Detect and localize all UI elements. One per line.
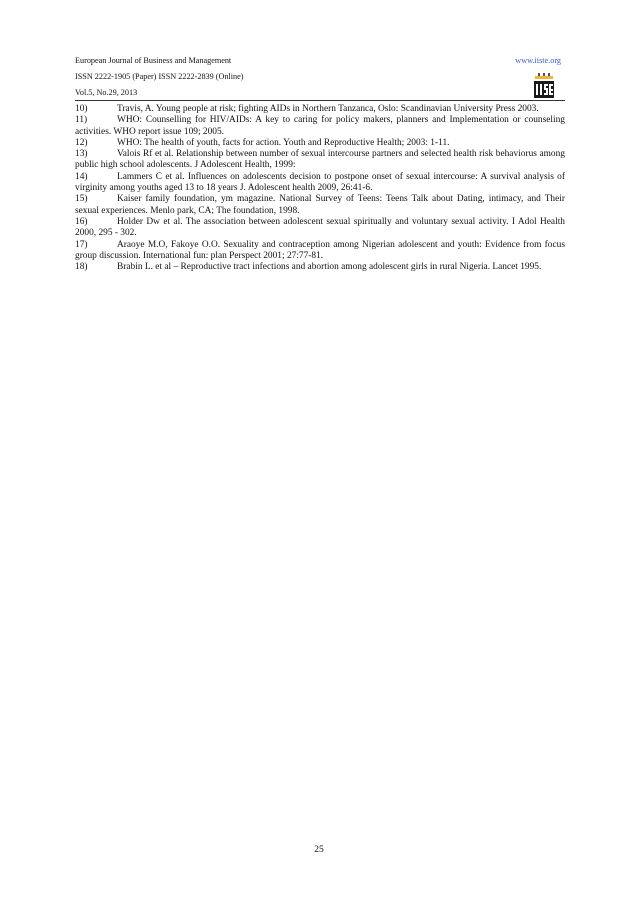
journal-url-link[interactable]: www.iiste.org xyxy=(515,56,561,65)
page-header xyxy=(75,51,565,101)
reference-item xyxy=(75,138,565,149)
reference-item xyxy=(75,217,565,240)
reference-item xyxy=(75,194,565,217)
reference-number: 17) xyxy=(75,239,88,250)
reference-number: 15) xyxy=(75,194,88,205)
reference-text: Araoye M.O, Fakoye O.O. Sexuality and contraception among Nigerian adolescent and youth: Evidence from focus group discussion. International fun: plan Perspect 2001; 27:77-81. xyxy=(75,239,565,261)
journal-volume: Vol.5, No.29, 2013 xyxy=(75,88,138,97)
page-number: 25 xyxy=(314,845,324,855)
header-divider xyxy=(75,100,565,101)
reference-number: 14) xyxy=(75,171,88,182)
reference-number: 11) xyxy=(75,115,88,126)
reference-text: WHO: The health of youth, facts for action. Youth and Reproductive Health; 2003: 1-11. xyxy=(117,137,450,148)
reference-number: 12) xyxy=(75,137,88,148)
reference-number: 10) xyxy=(75,104,88,114)
journal-title: European Journal of Business and Management xyxy=(75,56,232,65)
iiste-logo xyxy=(533,73,555,99)
reference-item xyxy=(75,172,565,195)
reference-number: 18) xyxy=(75,262,88,273)
reference-text: WHO: Counselling for HIV/AIDs: A key to caring for policy makers, planners and Implementation or counseling activities. WHO report issue 109; 2005. xyxy=(75,115,565,137)
reference-number: 13) xyxy=(75,149,88,160)
reference-text: Holder Dw et al. The association between adolescent sexual spiritually and voluntary sexual activity. I Adol Health 2000, 295 - 302. xyxy=(75,216,565,239)
reference-text: Lammers C et al. Influences on adolescents decision to postpone onset of sexual intercourse: A survival analysis of virginity among youths aged 13 to 18 years J. Adolescent health 2009, 26:41-6. xyxy=(75,171,565,194)
reference-item xyxy=(75,262,565,273)
reference-text: Brabin L. et al – Reproductive tract infections and abortion among adolescent girls in rural Nigeria. Lancet 1995. xyxy=(117,262,542,273)
reference-number: 16) xyxy=(75,216,88,227)
reference-item xyxy=(75,240,565,263)
reference-text: Valois Rf et al. Relationship between number of sexual intercourse partners and selected health risk behaviorus among public high school adolescents. J Adolescent Health, 1999: xyxy=(75,149,565,171)
reference-item xyxy=(75,115,565,138)
reference-text: Travis, A. Young people at risk; fighting AIDs in Northern Tanzanca, Oslo: Scandinavian University Press 2003. xyxy=(117,104,539,114)
reference-text: Kaiser family foundation, ym magazine. National Survey of Teens: Teens Talk about Dating, intimacy, and Their sexual experiences. Menlo park, CA; The foundation, 1998. xyxy=(75,194,565,216)
reference-list xyxy=(75,104,565,273)
reference-item xyxy=(75,149,565,172)
journal-issn: ISSN 2222-1905 (Paper) ISSN 2222-2839 (Online) xyxy=(75,72,244,81)
reference-item xyxy=(75,104,565,115)
